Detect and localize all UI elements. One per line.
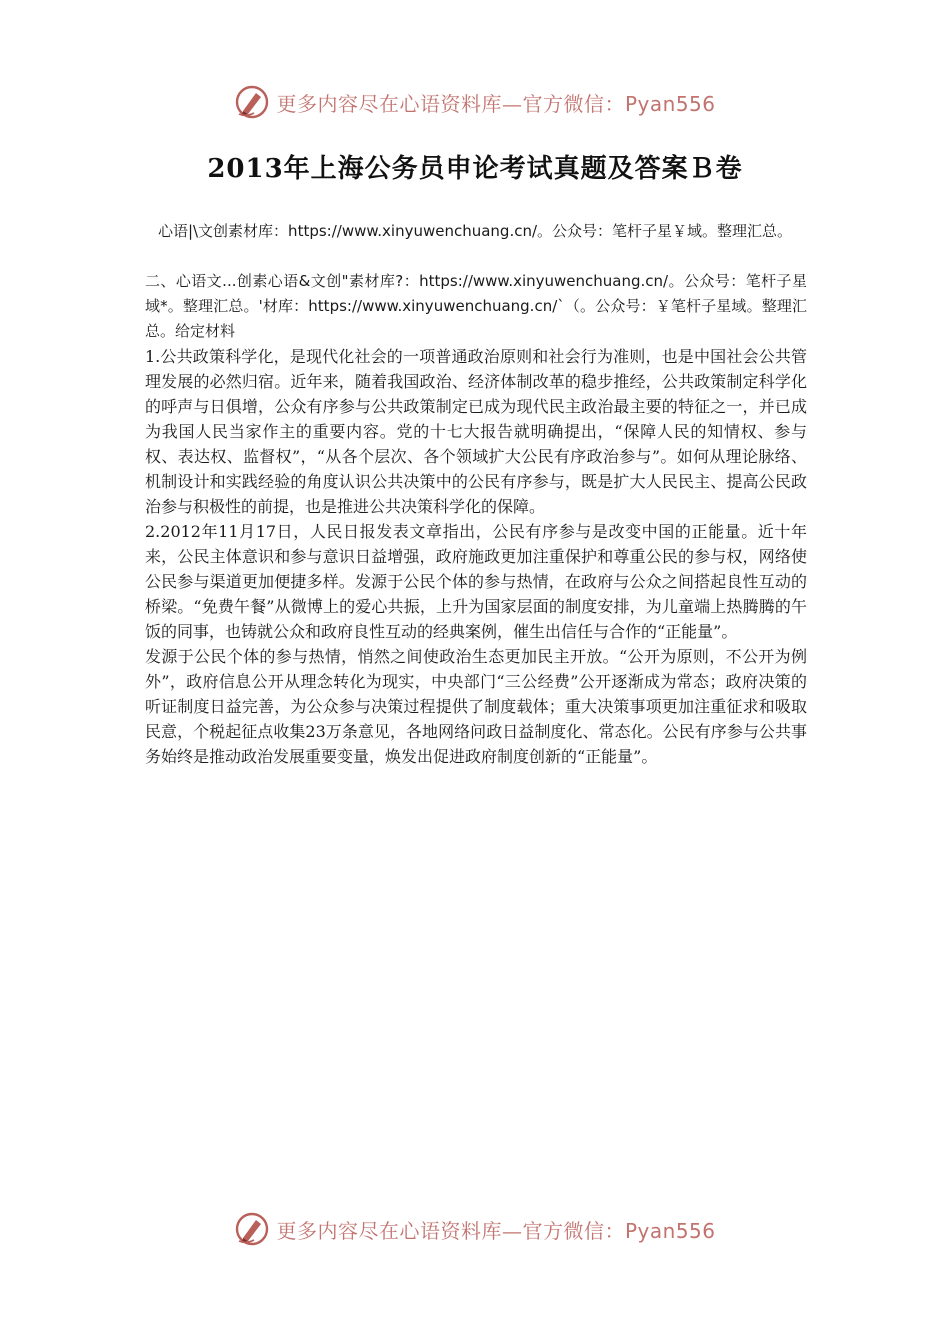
paragraph-1: 1.公共政策科学化，是现代化社会的一项普通政治原则和社会行为准则，也是中国社会公共管理发展的必然归宿。近年来，随着我国政治、经济体制改革的稳步推经，公共政策制定科学化的呼声与日俱增，公众有序参与公共政策制定已成为现代民主政治最主要的特征之一，并已成为我国人民当家作主的重要内容。党的十七大报告就明确提出，“保障人民的知情权、参与权、表达权、监督权”，“从各个层次、各个领域扩大公民有序政治参与”。如何从理论脉络、机制设计和实践经验的角度认识公共决策中的公民有序参与，既是扩大人民民主、提高公民政治参与积极性的前提，也是推进公共决策科学化的保障。: [145, 347, 807, 516]
paragraph-2: 2.2012年11月17日，人民日报发表文章指出，公民有序参与是改变中国的正能量。近十年来，公民主体意识和参与意识日益增强，政府施政更加注重保护和尊重公民的参与权，网络使公民参与渠道更加便捷多样。发源于公民个体的参与热情，在政府与公众之间搭起良性互动的桥梁。“免费午餐”从微博上的爱心共振，上升为国家层面的制度安排，为儿童端上热腾腾的午饭的同事，也铸就公众和政府良性互动的经典案例，催生出信任与合作的“正能量”。: [145, 522, 807, 641]
banner-text: [276, 88, 715, 117]
banner-slogan: 更多内容尽在心语资料库—官方微信：: [276, 91, 625, 116]
header-banner: [0, 82, 950, 122]
pen-logo-icon: [234, 1211, 270, 1247]
banner-text: [276, 1215, 715, 1244]
banner-content: [234, 1211, 715, 1247]
paragraph-3: 发源于公民个体的参与热情，悄然之间使政治生态更加民主开放。“公开为原则，不公开为例外”，政府信息公开从理念转化为现实，中央部门“三公经费”公开逐渐成为常态；政府决策的听证制度日益完善，为公众参与决策过程提供了制度载体；重大决策事项更加注重征求和吸取民意，个税起征点收集23万条意见，各地网络问政日益制度化、常态化。公民有序参与公共事务始终是推动政治发展重要变量，焕发出促进政府制度创新的“正能量”。: [145, 647, 807, 766]
document-title: 2013年上海公务员申论考试真题及答案Ｂ卷: [207, 154, 743, 184]
banner-content: [234, 84, 715, 120]
section-header: 二、心语文...创素心语&文创"素材库?：https://www.xinyuwenchuang.cn/。公众号：笔杆子星域*。整理汇总。'材库：https://www.xinyuwenchuang.cn/`（。公众号：￥笔杆子星域。整理汇总。给定材料: [145, 272, 807, 340]
footer-banner: [0, 1209, 950, 1249]
banner-slogan: 更多内容尽在心语资料库—官方微信：: [276, 1218, 625, 1243]
pen-logo-icon: [234, 84, 270, 120]
wechat-id: Pyan556: [624, 91, 716, 116]
document-body: [145, 269, 807, 769]
wechat-id: Pyan556: [624, 1218, 716, 1243]
intro-line: 心语|\文创素材库：https://www.xinyuwenchuang.cn/。公众号：笔杆子星￥域。整理汇总。: [157, 222, 793, 240]
